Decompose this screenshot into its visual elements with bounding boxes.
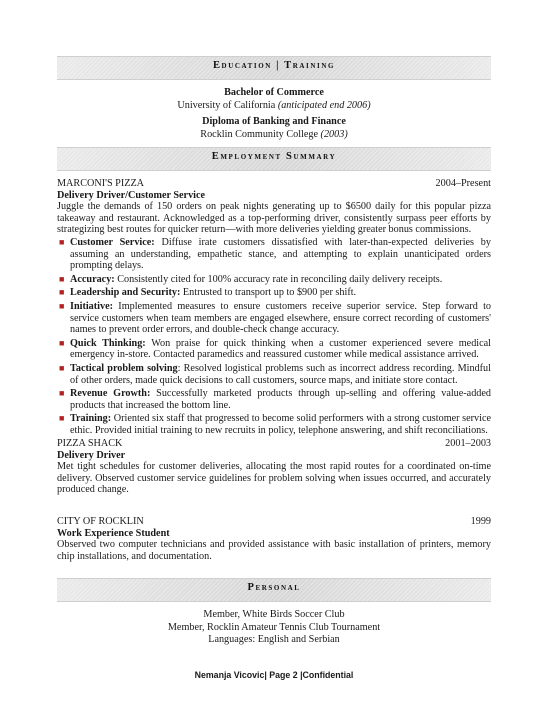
job-role-1: Delivery Driver/Customer Service	[57, 190, 206, 201]
employment-band	[57, 147, 491, 171]
school-line-1	[57, 100, 491, 113]
list-item	[57, 287, 491, 299]
job-company-3: CITY OF ROCKLIN	[57, 516, 144, 527]
school-2: Rocklin Community College	[200, 128, 318, 140]
list-item	[57, 413, 491, 436]
education-entries	[57, 87, 491, 141]
bullet-label: Quick Thinking:	[70, 337, 146, 349]
bullet-label: Accuracy:	[70, 273, 115, 285]
bullet-text: Oriented six staff that progressed to become solid performers with a strong customer service ethic. Provided initial training to new recruits in policy, telephone answering, and shift reconciliations.	[70, 413, 491, 436]
list-item	[57, 338, 491, 361]
job-role-3: Work Experience Student	[57, 528, 170, 539]
bullet-icon: ■	[59, 273, 65, 284]
school-1: University of California	[177, 99, 276, 111]
bullet-icon: ■	[59, 362, 65, 373]
personal-lines	[57, 609, 491, 647]
employment-heading: Employment Summary	[211, 151, 337, 162]
bullet-text: Implemented measures to ensure customers receive superior service. Step forward to service customers when team members are engaged elsewhere, ensure correct recording of customers' names to prevent order errors, and double-check change accuracy.	[70, 300, 491, 336]
degree-1: Bachelor of Commerce	[224, 87, 324, 98]
education-heading: Education | Training	[212, 60, 336, 71]
job-company-2: PIZZA SHACK	[57, 438, 123, 449]
list-item	[57, 274, 491, 286]
bullet-label: Tactical problem solving	[70, 362, 178, 374]
job-dates-1: 2004–Present	[435, 178, 491, 189]
bullet-text: : Resolved logistical problems such as incorrect address recording. Mindful of other orders, made quick decisions to call customers, source maps, and initiate store contact.	[70, 362, 491, 386]
bullet-icon: ■	[59, 237, 65, 247]
personal-line-3: Languages: English and Serbian	[208, 634, 340, 645]
page-footer: Nemanja Vicovic| Page 2 |Confidential	[194, 670, 354, 680]
list-item	[57, 388, 491, 411]
school-note-1: (anticipated end 2006)	[277, 99, 371, 111]
bullet-text: Diffuse irate customers dissatisfied with later-than-expected deliveries by assuming an understanding, empathetic stance, and attempting to explain unanticipated orders prompting delays.	[70, 237, 491, 272]
list-item	[57, 237, 491, 272]
degree-2: Diploma of Banking and Finance	[202, 116, 346, 127]
job-company-1: MARCONI'S PIZZA	[57, 178, 145, 189]
bullet-icon: ■	[59, 337, 65, 348]
bullet-text: Consistently cited for 100% accuracy rate in reconciling daily delivery receipts.	[117, 273, 443, 285]
bullet-text: Successfully marketed products through up-selling and offering value-added products that increased the bottom line.	[70, 388, 491, 411]
list-item	[57, 301, 491, 336]
job-bullets-1	[57, 237, 491, 439]
job-summary-2: Met tight schedules for customer deliveries, allocating the most rapid routes for a coordinated on-time delivery. Observed customer service guidelines for problem solving when issues occurred, and accurately produced change.	[57, 461, 491, 496]
job-summary-3: Observed two computer technicians and provided assistance with basic installation of printers, memory chip installations, and documentation.	[57, 539, 491, 562]
bullet-label: Revenue Growth:	[70, 388, 151, 400]
job-dates-3: 1999	[470, 516, 491, 527]
education-band	[57, 56, 491, 80]
bullet-icon: ■	[59, 287, 65, 298]
job-dates-2: 2001–2003	[445, 438, 491, 449]
personal-band	[57, 578, 491, 602]
personal-heading: Personal	[247, 582, 301, 593]
personal-line-1: Member, White Birds Soccer Club	[203, 609, 345, 620]
school-line-2	[57, 129, 491, 142]
bullet-label: Initiative:	[70, 300, 114, 312]
bullet-icon: ■	[59, 413, 65, 424]
bullet-icon: ■	[59, 300, 65, 311]
school-note-2: (2003)	[320, 128, 348, 140]
job-summary-1: Juggle the demands of 150 orders on peak nights generating up to $6500 daily for this popular pizza takeaway and restaurant. Acknowledged as a top-performing driver, consistently surpass peer efforts by strategizing best routes for quicker return—with more deliveries yielding greater bonus commissions.	[57, 201, 491, 236]
bullet-text: Entrusted to transport up to $900 per shift.	[182, 287, 357, 299]
bullet-label: Leadership and Security:	[70, 287, 181, 299]
personal-line-2: Member, Rocklin Amateur Tennis Club Tournament	[167, 621, 381, 633]
job-role-2: Delivery Driver	[57, 450, 126, 461]
bullet-label: Training:	[70, 413, 112, 425]
bullet-icon: ■	[59, 388, 65, 399]
bullet-text: Won praise for quick thinking when a customer experienced severe medical emergency in-store. Contacted paramedics and reassured customer while medical assistance arrived.	[70, 337, 491, 361]
bullet-label: Customer Service:	[70, 237, 155, 248]
list-item	[57, 363, 491, 386]
